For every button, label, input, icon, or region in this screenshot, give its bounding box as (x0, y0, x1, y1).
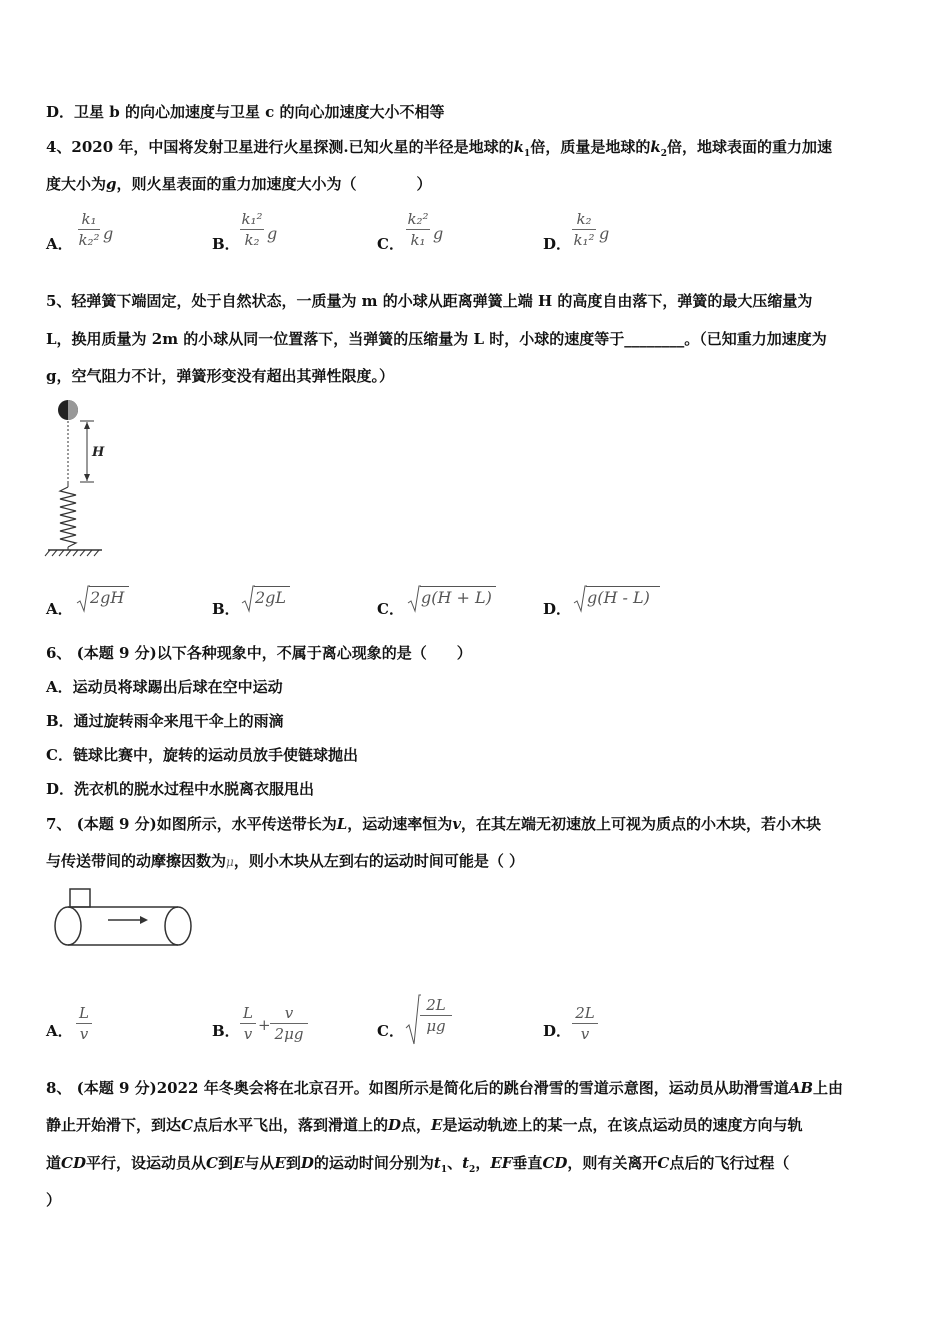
q6-option-c: C．链球比赛中，旋转的运动员放手使链球抛出 (46, 746, 358, 764)
q7-c-sqrt-icon (405, 994, 421, 1046)
q8-stem-line4: ） (46, 1191, 62, 1209)
q4-option-a-g: g (103, 224, 114, 243)
q7-option-b-plus: + (258, 1016, 271, 1034)
q8-stem-line2: 静止开始滑下，到达C点后水平飞出，落到滑道上的D点，E是运动轨迹上的某一点，在该点运动员的速度方向与轨 (46, 1116, 803, 1134)
q7-stem-line1: 7、 (本题 9 分)如图所示，水平传送带长为L，运动速率恒为v，在其左端无初速放上可视为质点的小木块，若小木块 (46, 815, 822, 833)
q8-stem-line3: 道CD平行，设运动员从C到E与从E到D的运动时间分别为$t_1$、$t_2$，EF垂直CD，则有关离开C点后的飞行过程（ (46, 1154, 790, 1175)
q4-option-b-fraction: k₁² k₂ (241, 210, 263, 249)
q5-c-sqrt-icon (407, 585, 421, 613)
spring-ball-figure (40, 395, 110, 560)
q4-label-d: D． (543, 235, 572, 253)
q5-a-sqrt-icon (76, 585, 90, 613)
q7-stem-line2: 与传送带间的动摩擦因数为μ，则小木块从左到右的运动时间可能是（ ） (46, 852, 525, 870)
q5-label-c: C． (377, 600, 404, 618)
q7-option-b-fraction2: v 2μg (270, 1004, 308, 1043)
q4-option-a-fraction: k₁ k₂² (78, 210, 100, 249)
q6-option-b: B．通过旋转雨伞来甩干伞上的雨滴 (46, 712, 284, 730)
q5-option-a: 2gH (90, 588, 125, 607)
q8-stem-line1: 8、 (本题 9 分)2022 年冬奥会将在北京召开。如图所示是简化后的跳台滑雪的雪道示意图，运动员从助滑雪道AB上由 (46, 1079, 844, 1097)
q5-stem-line2: L，换用质量为 2m 的小球从同一位置落下，当弹簧的压缩量为 L 时，小球的速度等于________。（已知重力加速度为 (46, 330, 827, 348)
q6-option-d: D．洗衣机的脱水过程中水脱离衣服甩出 (46, 780, 315, 798)
q4-stem-line2: 度大小为g，则火星表面的重力加速度大小为（ ） (46, 175, 432, 193)
q7-option-a-fraction: L v (76, 1004, 92, 1043)
q4-label-a: A． (46, 235, 73, 253)
wooden-block-icon (70, 889, 90, 907)
q3-option-d: D．卫星 b 的向心加速度与卫星 c 的向心加速度大小不相等 (46, 103, 445, 121)
q5-option-d: g(H - L) (587, 588, 650, 607)
q5-label-a: A． (46, 600, 73, 618)
height-label: H (92, 445, 105, 460)
q7-label-b: B． (212, 1022, 240, 1040)
q7-label-c: C． (377, 1022, 404, 1040)
spring-icon (60, 487, 76, 547)
q4-option-d-fraction: k₂ k₁² (573, 210, 595, 249)
q4-option-c-fraction: k₂² k₁ (407, 210, 429, 249)
q6-stem: 6、 (本题 9 分)以下各种现象中，不属于离心现象的是（ ） (46, 644, 472, 662)
q5-stem-line3: g，空气阻力不计，弹簧形变没有超出其弹性限度。） (46, 367, 394, 385)
q4-stem-line1: 4、2020 年，中国将发射卫星进行火星探测.已知火星的半径是地球的$k_1$倍，质量是地球的$k_2$倍，地球表面的重力加速 (46, 138, 833, 159)
right-roller-icon (165, 907, 191, 945)
q5-b-sqrt-icon (241, 585, 255, 613)
q7-label-a: A． (46, 1022, 73, 1040)
q4-option-c-g: g (433, 224, 444, 243)
q5-label-d: D． (543, 600, 572, 618)
left-roller-icon (55, 907, 81, 945)
q4-option-b-g: g (267, 224, 278, 243)
q5-label-b: B． (212, 600, 240, 618)
q4-label-b: B． (212, 235, 240, 253)
q5-d-sqrt-icon (573, 585, 587, 613)
q7-label-d: D． (543, 1022, 572, 1040)
q4-option-d-g: g (599, 224, 610, 243)
q5-option-c: g(H + L) (421, 588, 492, 607)
q4-label-c: C． (377, 235, 404, 253)
q7-option-c-fraction: 2L μg (420, 996, 452, 1035)
q6-option-a: A．运动员将球踢出后球在空中运动 (46, 678, 283, 696)
conveyor-belt-figure (48, 886, 198, 950)
q7-option-b-fraction1: L v (240, 1004, 256, 1043)
q7-option-d-fraction: 2L v (572, 1004, 598, 1043)
q5-option-b: 2gL (255, 588, 287, 607)
q5-stem-line1: 5、轻弹簧下端固定，处于自然状态，一质量为 m 的小球从距离弹簧上端 H 的高度自由落下，弹簧的最大压缩量为 (46, 292, 813, 310)
